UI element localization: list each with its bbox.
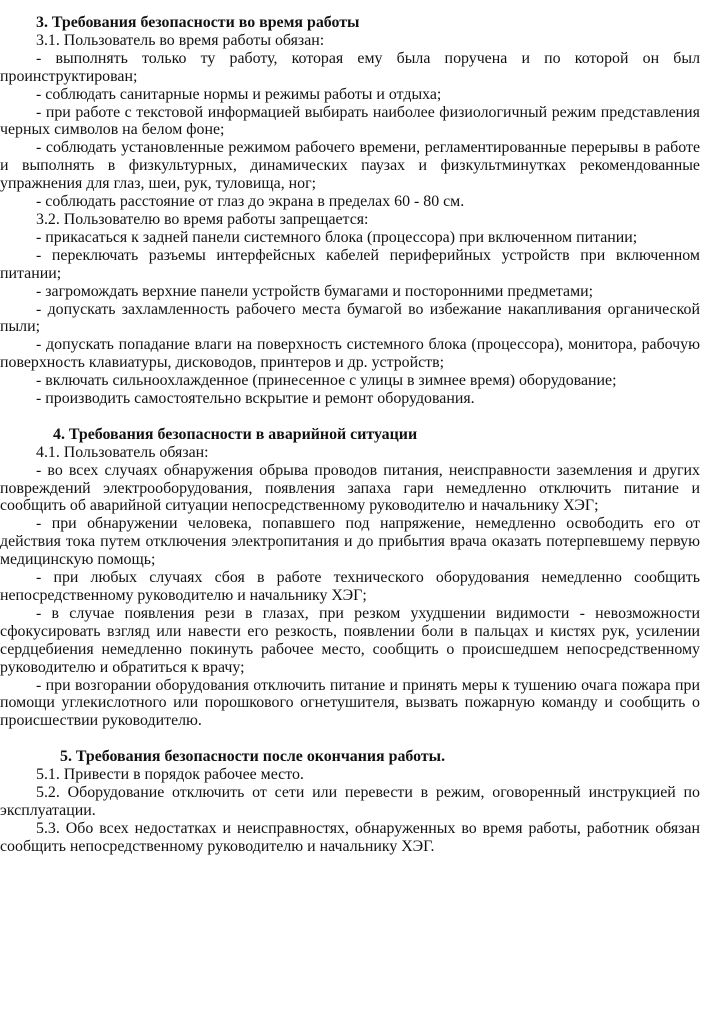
- section-3-paragraph: - допускать захламленность рабочего места бумагой во избежание накапливания органической пыли;: [0, 300, 700, 336]
- section-3-paragraph: 3.1. Пользователь во время работы обязан:: [36, 31, 325, 49]
- section-3-paragraph: 3.2. Пользователю во время работы запрещается:: [36, 210, 369, 228]
- section-5-paragraph: 5.1. Привести в порядок рабочее место.: [36, 766, 304, 784]
- section-4-paragraph: - при возгорании оборудования отключить питание и принять меры к тушению очага пожара при помощи углекислотного или порошкового огнетушителя, вызвать пожарную команду и сообщить о происшествии руководителю.: [0, 676, 700, 730]
- section-3-paragraph: - соблюдать расстояние от глаз до экрана в пределах 60 - 80 см.: [36, 193, 465, 211]
- section-3-paragraph: - включать сильноохлажденное (принесенное с улицы в зимнее время) оборудование;: [36, 372, 617, 390]
- section-5-paragraph: 5.3. Обо всех недостатках и неисправностях, обнаруженных во время работы, работник обязан сообщить непосредственному руководителю и начальнику ХЭГ.: [0, 819, 700, 855]
- section-spacer: [0, 730, 700, 748]
- section-4-paragraph: - во всех случаях обнаружения обрыва проводов питания, неисправности заземления и других повреждений электрооборудования, появления запаха гари немедленно отключить питание и сообщить об аварийной ситуации непосредственному руководителю и начальнику ХЭГ;: [0, 461, 700, 515]
- section-4-paragraph: - при любых случаях сбоя в работе технического оборудования немедленно сообщить непосредственному руководителю и начальнику ХЭГ;: [0, 569, 700, 604]
- section-3-paragraph: - прикасаться к задней панели системного блока (процессора) при включенном питании;: [36, 228, 638, 246]
- section-spacer: [0, 408, 700, 426]
- section-4-paragraph: 4.1. Пользователь обязан:: [36, 443, 209, 461]
- section-3-paragraph: - переключать разъемы интерфейсных кабелей периферийных устройств при включенном питании;: [0, 246, 700, 282]
- section-3-paragraph: - выполнять только ту работу, которая ему была поручена и по которой он был проинструктирован;: [0, 49, 700, 85]
- section-3-paragraph: - загромождать верхние панели устройств бумагами и посторонними предметами;: [36, 282, 594, 300]
- section-4-paragraph: - при обнаружении человека, попавшего под напряжение, немедленно освободить его от действия тока путем отключения электропитания и до прибытия врача оказать потерпевшему первую медицинскую помощь;: [0, 515, 700, 569]
- section-3-paragraph: - соблюдать установленные режимом рабочего времени, регламентированные перерывы в работе и выполнять в физкультурных, динамических паузах и физкультминутках рекомендованные упражнения для глаз, шеи, рук, туловища, ног;: [0, 139, 700, 193]
- section-3-paragraph: - при работе с текстовой информацией выбирать наиболее физиологичный режим представления черных символов на белом фоне;: [0, 103, 700, 139]
- section-4-heading: 4. Требования безопасности в аварийной ситуации: [53, 425, 418, 443]
- section-3-paragraph: - допускать попадание влаги на поверхность системного блока (процессора), монитора, рабочую поверхность клавиатуры, дисководов, принтеров и др. устройств;: [0, 336, 700, 372]
- document-page: [0, 14, 700, 856]
- section-4-paragraph: - в случае появления рези в глазах, при резком ухудшении видимости - невозможности сфокусировать взгляд или навести его резкость, появлении боли в пальцах и кистях рук, усилении сердцебиения немедленно покинуть рабочее место, сообщить о происшедшем непосредственному руководителю и обратиться к врачу;: [0, 604, 700, 676]
- section-5-heading: 5. Требования безопасности после окончания работы.: [60, 748, 446, 766]
- section-3-paragraph: - соблюдать санитарные нормы и режимы работы и отдыха;: [36, 85, 442, 103]
- section-5-paragraph: 5.2. Оборудование отключить от сети или перевести в режим, оговоренный инструкцией по эксплуатации.: [0, 783, 700, 819]
- section-3-heading: 3. Требования безопасности во время работы: [36, 14, 360, 31]
- section-3-paragraph: - производить самостоятельно вскрытие и ремонт оборудования.: [36, 390, 475, 408]
